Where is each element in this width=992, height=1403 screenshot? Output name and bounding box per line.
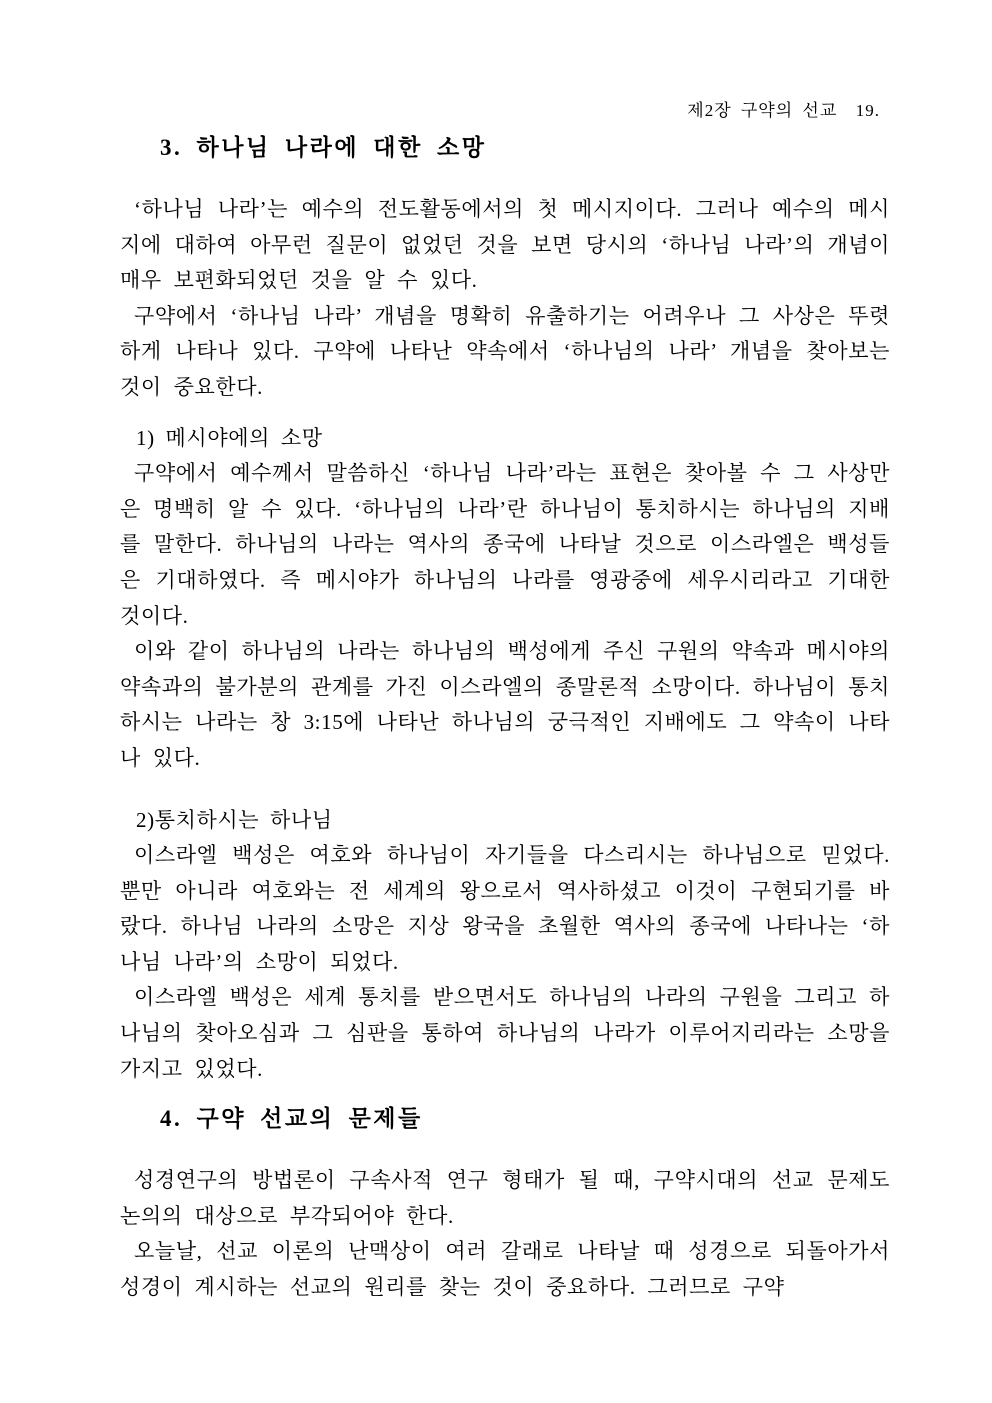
paragraph: 이와 같이 하나님의 나라는 하나님의 백성에게 주신 구원의 약속과 메시야의 약속과의 불가분의 관계를 가진 이스라엘의 종말론적 소망이다. 하나님이 통치하시는 나라는 창 3:15에 나타난 하나님의 궁극적인 지배에도 그 약속이 나타나 있다. <box>120 639 890 770</box>
paragraph: ‘하나님 나라’는 예수의 전도활동에서의 첫 메시지이다. 그러나 예수의 메시지에 대하여 아무런 질문이 없었던 것을 보면 당시의 ‘하나님 나라’의 개념이 매우 보편화되었던 것을 알 수 있다. <box>120 197 890 293</box>
paragraph: 이스라엘 백성은 여호와 하나님이 자기들을 다스리시는 하나님으로 믿었다. 뿐만 아니라 여호와는 전 세계의 왕으로서 역사하셨고 이것이 구현되기를 바랐다. 하나님 나라의 소망은 지상 왕국을 초월한 역사의 종국에 나타나는 ‘하나님 나라’의 소망이 되었다. <box>120 843 890 974</box>
page-header: 제2장 구약의 선교 19. <box>687 101 880 120</box>
paragraph: 이스라엘 백성은 세계 통치를 받으면서도 하나님의 나라의 구원을 그리고 하나님의 찾아오심과 그 심판을 통하여 하나님의 나라가 이루어지리라는 소망을 가지고 있었다. <box>120 985 890 1081</box>
section-heading-4: 4. 구약 선교의 문제들 <box>160 1106 423 1132</box>
paragraph: 성경연구의 방법론이 구속사적 연구 형태가 될 때, 구약시대의 선교 문제도 논의의 대상으로 부각되어야 한다. <box>120 1168 890 1228</box>
subsection-heading-2: 2)통치하시는 하나님 <box>136 807 333 832</box>
paragraph: 구약에서 예수께서 말씀하신 ‘하나님 나라’라는 표현은 찾아볼 수 그 사상만은 명백히 알 수 있다. ‘하나님의 나라’란 하나님이 통치하시는 하나님의 지배를 말한다. 하나님의 나라는 역사의 종국에 나타날 것으로 이스라엘은 백성들은 기대하였다. 즉 메시야가 하나님의 나라를 영광중에 세우시리라고 기대한 것이다. <box>120 461 890 628</box>
paragraph: 구약에서 ‘하나님 나라’ 개념을 명확히 유출하기는 어려우나 그 사상은 뚜렷하게 나타나 있다. 구약에 나타난 약속에서 ‘하나님의 나라’ 개념을 찾아보는 것이 중요한다. <box>120 303 890 399</box>
paragraph: 오늘날, 선교 이론의 난맥상이 여러 갈래로 나타날 때 성경으로 되돌아가서 성경이 계시하는 선교의 원리를 찾는 것이 중요하다. 그러므로 구약 <box>120 1239 890 1300</box>
subsection-heading-1: 1) 메시야에의 소망 <box>136 425 323 450</box>
section-heading-3: 3. 하나님 나라에 대한 소망 <box>160 135 487 160</box>
